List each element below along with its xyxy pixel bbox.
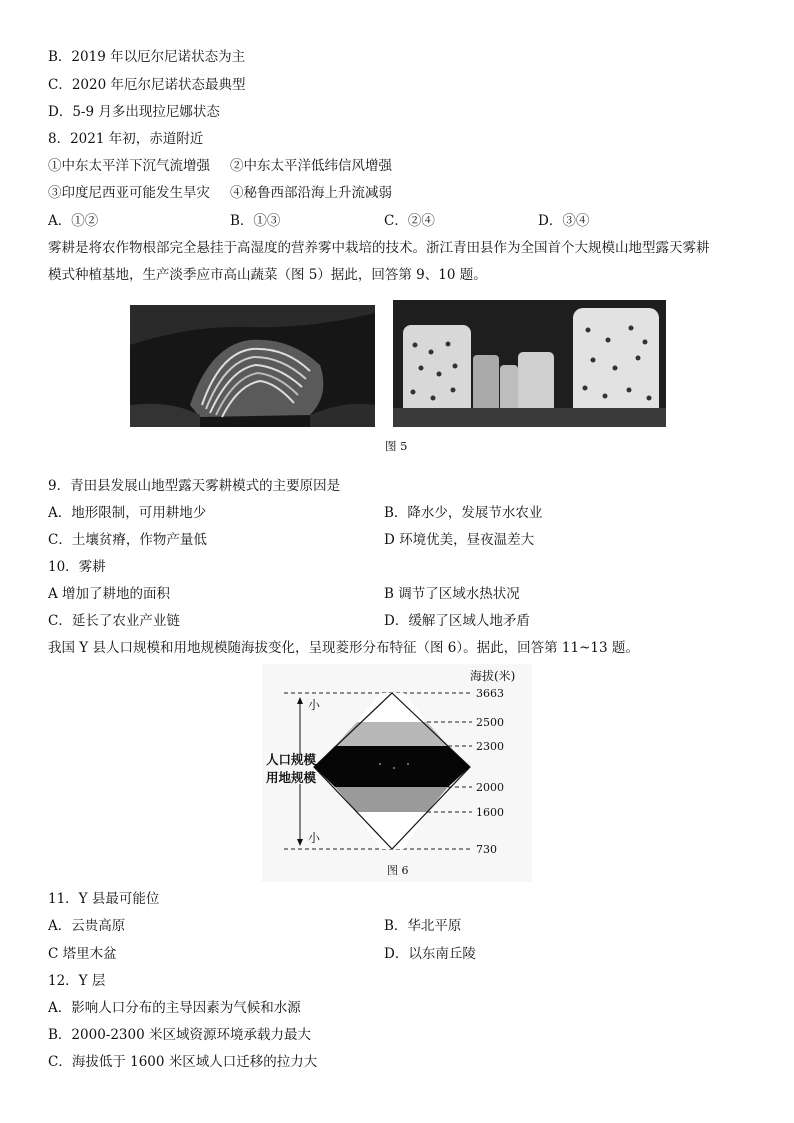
elevation-label-1600: 1600 bbox=[476, 806, 504, 819]
band-2000-2300 bbox=[314, 746, 470, 787]
q9-stem: 9．青田县发展山地型露天雾耕模式的主要原因是 bbox=[48, 478, 341, 494]
elevation-label-2000: 2000 bbox=[476, 781, 504, 794]
figure-6-diagram bbox=[262, 664, 532, 882]
label-small-bottom: 小 bbox=[308, 831, 321, 845]
q8-stem: 8．2021 年初，赤道附近 bbox=[48, 131, 204, 147]
q10-option-c: C．延长了农业产业链 bbox=[48, 613, 180, 629]
elevation-label-730: 730 bbox=[476, 843, 497, 856]
q8-statement-3: ③印度尼西亚可能发生旱灾 bbox=[48, 185, 210, 201]
q10-option-a: A 增加了耕地的面积 bbox=[48, 586, 171, 602]
q9-option-b: B．降水少，发展节水农业 bbox=[384, 505, 543, 521]
figure-6-caption: 图 6 bbox=[387, 864, 409, 877]
q8-statement-1: ①中东太平洋下沉气流增强 bbox=[48, 158, 210, 174]
q8-statement-2: ②中东太平洋低纬信风增强 bbox=[230, 158, 392, 174]
q7-option-d: D．5-9 月多出现拉尼娜状态 bbox=[48, 104, 220, 120]
q12-option-a: A．影响人口分布的主导因素为气候和水源 bbox=[48, 1000, 301, 1016]
fog-cultivation-towers-photo bbox=[393, 300, 666, 427]
intro-fog-farming-line1: 雾耕是将农作物根部完全悬挂于高湿度的营养雾中栽培的技术。浙江青田县作为全国首个大规模山地型露天雾耕 bbox=[48, 240, 710, 256]
q12-stem: 12．Y 层 bbox=[48, 973, 106, 989]
elevation-label-2500: 2500 bbox=[476, 716, 504, 729]
q7-option-c: C．2020 年厄尔尼诺状态最典型 bbox=[48, 77, 246, 93]
q7-option-b: B．2019 年以厄尔尼诺状态为主 bbox=[48, 49, 246, 65]
label-small-top: 小 bbox=[308, 698, 321, 712]
q11-option-a: A．云贵高原 bbox=[48, 918, 126, 934]
q12-option-b: B．2000-2300 米区域资源环境承载力最大 bbox=[48, 1027, 311, 1043]
terraced-field-illustration bbox=[130, 305, 375, 427]
label-population-scale: 人口规模 bbox=[266, 752, 317, 767]
q11-stem: 11．Y 县最可能位 bbox=[48, 891, 160, 907]
q8-option-a: A．①② bbox=[48, 213, 99, 229]
q11-option-d: D．以东南丘陵 bbox=[384, 946, 476, 962]
q11-option-c: C 塔里木盆 bbox=[48, 946, 117, 962]
q9-option-c: C．土壤贫瘠，作物产量低 bbox=[48, 532, 207, 548]
intro-fog-farming-line2: 模式种植基地，生产淡季应市高山蔬菜（图 5）据此，回答第 9、10 题。 bbox=[48, 267, 487, 283]
q8-option-b: B．①③ bbox=[230, 213, 281, 229]
q11-option-b: B．华北平原 bbox=[384, 918, 462, 934]
q12-option-c: C．海拔低于 1600 米区域人口迁移的拉力大 bbox=[48, 1054, 318, 1070]
q10-stem: 10．雾耕 bbox=[48, 559, 106, 575]
intro-county-y: 我国 Y 县人口规模和用地规模随海拔变化，呈现菱形分布特征（图 6）。据此，回答第 11~13 题。 bbox=[48, 640, 639, 656]
elevation-label-3663: 3663 bbox=[476, 687, 504, 700]
terraced-field-photo bbox=[130, 305, 375, 427]
elevation-label-2300: 2300 bbox=[476, 740, 504, 753]
elevation-axis-title: 海拔(米) bbox=[470, 669, 516, 683]
figure-5-caption: 图 5 bbox=[385, 439, 408, 453]
q10-option-b: B 调节了区域水热状况 bbox=[384, 586, 520, 602]
q8-statement-4: ④秘鲁西部沿海上升流减弱 bbox=[230, 185, 392, 201]
q10-option-d: D．缓解了区域人地矛盾 bbox=[384, 613, 530, 629]
q9-option-a: A．地形限制，可用耕地少 bbox=[48, 505, 207, 521]
q8-option-d: D．③④ bbox=[538, 213, 590, 229]
label-land-scale: 用地规模 bbox=[266, 770, 317, 785]
cultivation-towers-illustration bbox=[393, 300, 666, 427]
q8-option-c: C．②④ bbox=[384, 213, 435, 229]
q9-option-d: D 环境优美，昼夜温差大 bbox=[384, 532, 535, 548]
